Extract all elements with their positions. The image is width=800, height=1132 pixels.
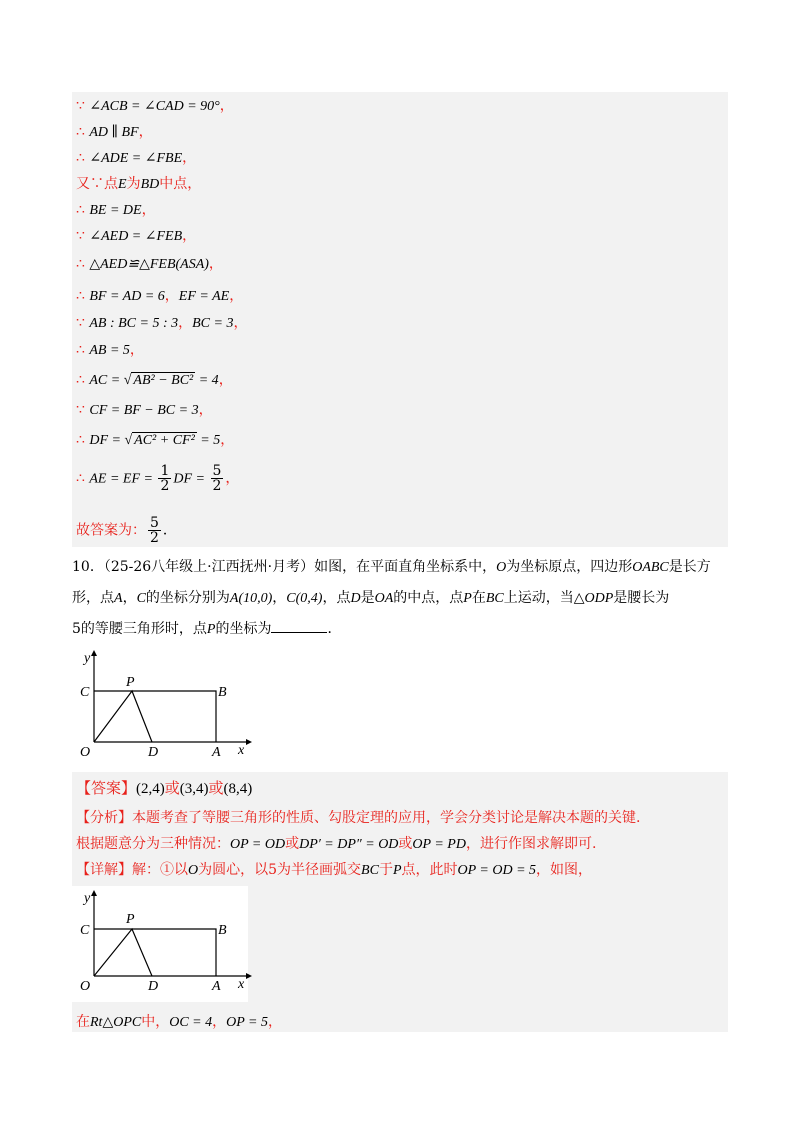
- answer-fraction: $\frac{5}{2}$: [150, 515, 159, 546]
- solution-line-12: ∵ CF = BF − BC = 3，: [76, 402, 213, 418]
- solution-line-2: ∴ AD ∥ BF，: [76, 124, 153, 140]
- solution-line-13: ∴ DF = √ AC² + CF² = 5，: [76, 432, 235, 448]
- y-axis-arrow: [91, 650, 97, 656]
- solution-line-4: 又∵点E为BD中点，: [76, 176, 202, 192]
- triangle-odp: [94, 691, 152, 742]
- question-line-3: 5的等腰三角形时，点P的坐标为 ．: [72, 614, 732, 645]
- y-axis-arrow: [91, 890, 97, 896]
- solution-line-7: ∴ △AED≌△FEB(ASA)，: [76, 256, 223, 272]
- detail-last-line: 在Rt△OPC中，OC = 4，OP = 5，: [76, 1014, 282, 1030]
- point-b-label: B: [218, 923, 227, 938]
- point-b-label: B: [218, 685, 227, 700]
- y-axis-label: y: [84, 651, 91, 666]
- point-a-label: A: [212, 745, 221, 760]
- point-o-label: O: [80, 745, 91, 760]
- x-axis-label: x: [238, 977, 245, 992]
- point-c-label: C: [80, 685, 90, 700]
- solution-line-6: ∵ ∠AED = ∠FEB，: [76, 228, 197, 244]
- point-a-label: A: [212, 979, 221, 994]
- coordinate-figure-1: [78, 648, 254, 760]
- point-o-label: O: [80, 979, 91, 994]
- fraction-one-half: $\frac{1}{2}$: [160, 463, 170, 494]
- point-p-label: P: [126, 675, 135, 690]
- solution-line-11: ∴ AC = √ AB² − BC² = 4，: [76, 372, 233, 388]
- point-c-label: C: [80, 923, 90, 938]
- solution-line-1: ∵ ∠ACB = ∠CAD = 90°，: [76, 98, 234, 114]
- solution-line-3: ∴ ∠ADE = ∠FBE，: [76, 150, 197, 166]
- solution-line-8: ∴ BF = AD = 6，EF = AE，: [76, 288, 244, 304]
- point-d-label: D: [148, 979, 159, 994]
- answer-blank: [271, 618, 327, 633]
- solution-line-9: ∵ AB : BC = 5 : 3，BC = 3，: [76, 315, 248, 331]
- solution-line-5: ∴ BE = DE，: [76, 202, 156, 218]
- solution-line-10: ∴ AB = 5，: [76, 342, 144, 358]
- question-line-2: 形，点A，C的坐标分别为A(10,0)，C(0,4)，点D是OA的中点，点P在BC上运动，当△ODP是腰长为: [72, 590, 670, 606]
- coordinate-figure-2: [78, 888, 254, 1000]
- point-p-label: P: [126, 912, 135, 927]
- y-axis-label: y: [84, 891, 91, 906]
- triangle-odp: [94, 929, 152, 976]
- x-axis-label: x: [238, 743, 245, 758]
- question-line-1: 10．（25-26八年级上·江西抚州·月考）如图，在平面直角坐标系中，O为坐标原点，四边形OABC是长方: [72, 559, 711, 575]
- answer-line: 故答案为： $\frac{5}{2}$ ．: [76, 515, 177, 546]
- analysis-line-2: 根据题意分为三种情况：OP = OD或DP′ = DP″ = OD或OP = PD，进行作图求解即可.: [76, 836, 597, 852]
- x-axis-arrow: [246, 739, 252, 745]
- point-d-label: D: [148, 745, 159, 760]
- fraction-five-halves: $\frac{5}{2}$: [212, 463, 222, 494]
- question-10: [72, 552, 732, 645]
- detail-line-1: 【详解】解：①以O为圆心，以5为半径画弧交BC于P点，此时OP = OD = 5，如图，: [76, 862, 593, 878]
- answer-row: 【答案】(2,4)或(3,4)或(8,4): [76, 779, 253, 797]
- solution-line-14: ∴ AE = EF = $\frac{1}{2}$ DF = $\frac{5}{2}$ ，: [76, 463, 240, 494]
- x-axis-arrow: [246, 973, 252, 979]
- analysis-line-1: 【分析】本题考查了等腰三角形的性质、勾股定理的应用，学会分类讨论是解决本题的关键.: [76, 810, 641, 826]
